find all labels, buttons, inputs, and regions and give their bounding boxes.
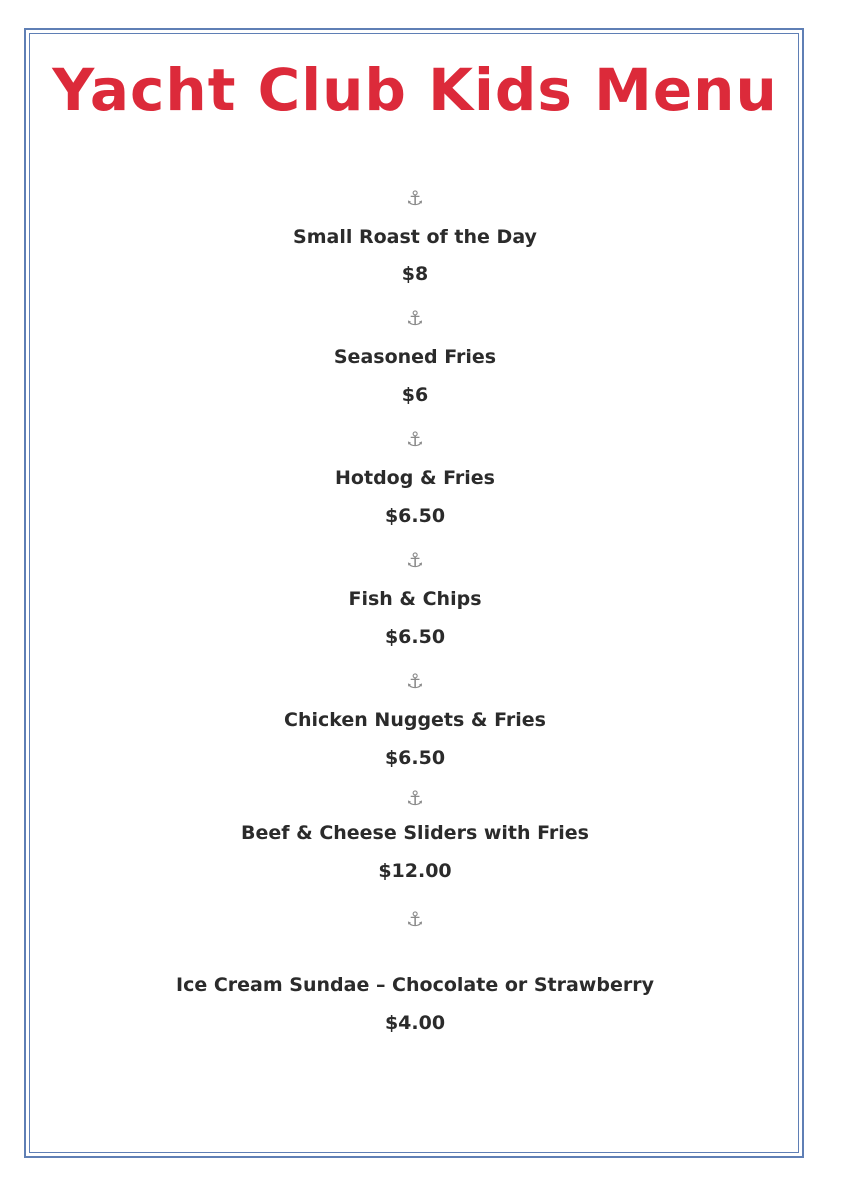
menu-item-price: $12.00	[378, 860, 452, 882]
menu-item-name: Ice Cream Sundae – Chocolate or Strawberry	[176, 974, 654, 996]
anchor-icon: ⚓	[406, 907, 424, 931]
menu-item-name: Chicken Nuggets & Fries	[284, 709, 546, 731]
menu-item-name: Hotdog & Fries	[335, 467, 495, 489]
anchor-icon: ⚓	[406, 786, 424, 810]
menu-item-name: Beef & Cheese Sliders with Fries	[241, 822, 589, 844]
anchor-icon: ⚓	[406, 427, 424, 451]
menu-title: Yacht Club Kids Menu	[52, 56, 778, 124]
menu-item-price: $6	[401, 384, 429, 406]
menu-item-price: $8	[401, 263, 429, 285]
menu-item-price: $6.50	[384, 626, 446, 648]
menu-item-name: Fish & Chips	[348, 588, 482, 610]
menu-item-price: $4.00	[384, 1012, 446, 1034]
menu-item-price: $6.50	[384, 505, 446, 527]
anchor-icon: ⚓	[406, 186, 424, 210]
menu-item-price: $6.50	[384, 747, 446, 769]
menu-item-name: Seasoned Fries	[333, 346, 497, 368]
anchor-icon: ⚓	[406, 306, 424, 330]
anchor-icon: ⚓	[406, 548, 424, 572]
menu-item-name: Small Roast of the Day	[293, 226, 537, 248]
anchor-icon: ⚓	[406, 669, 424, 693]
